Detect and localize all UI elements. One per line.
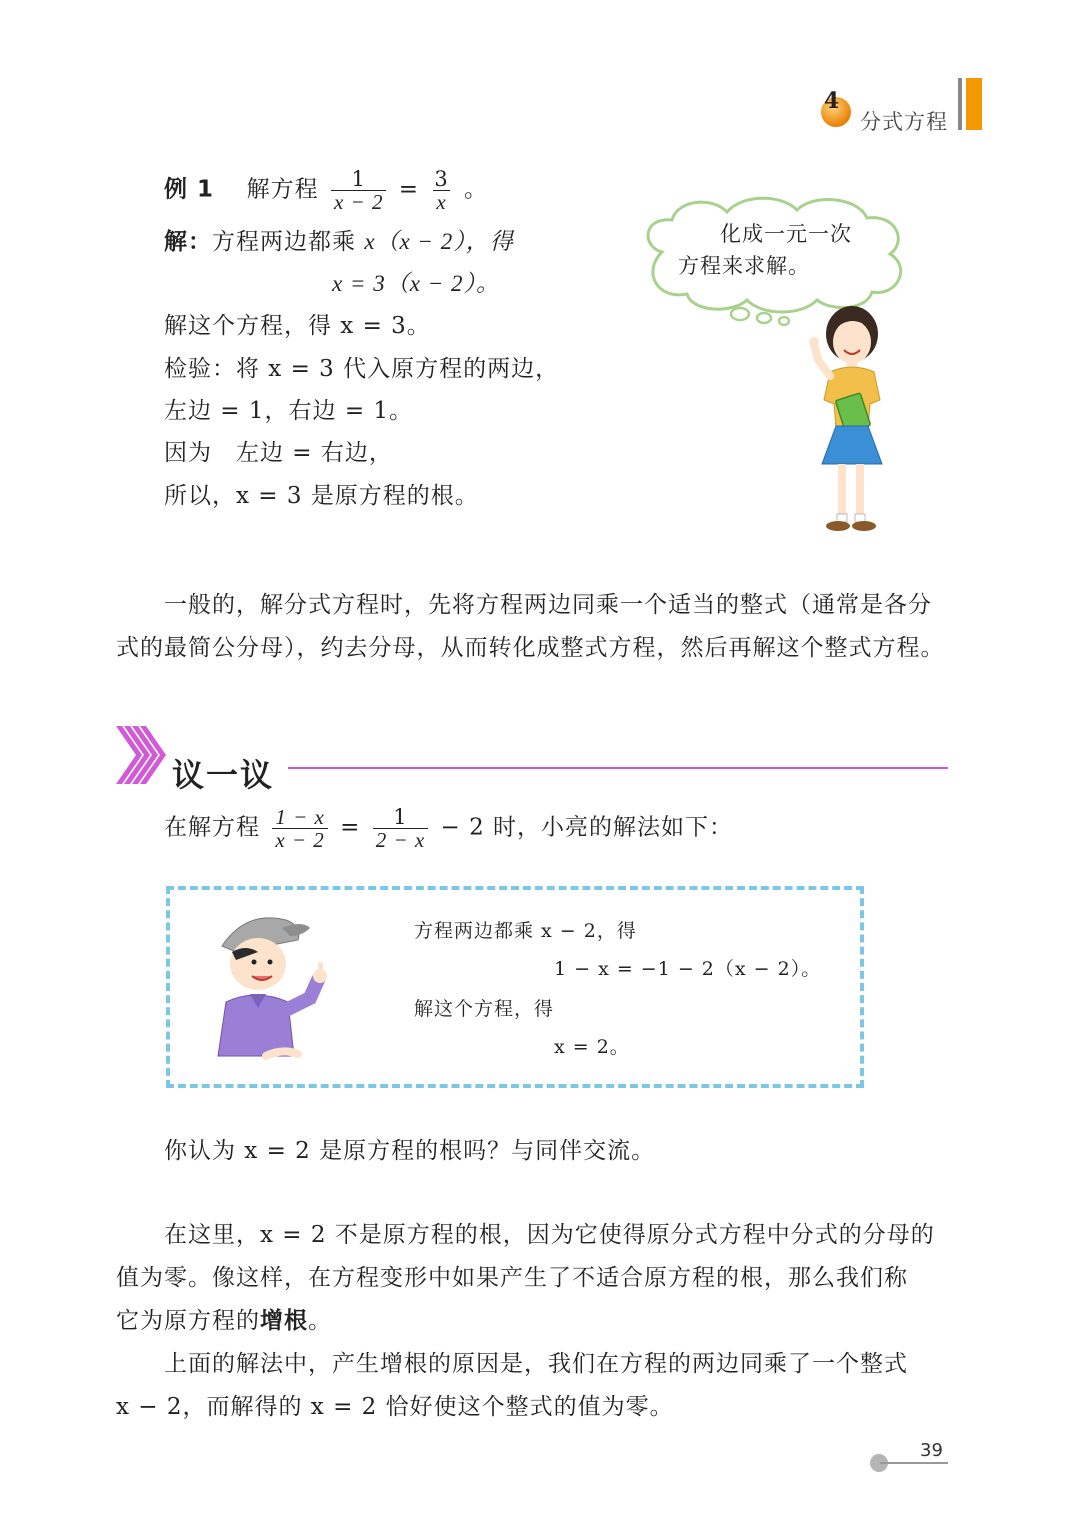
example-label: 例 1: [164, 176, 215, 203]
bubble-line2: 方程来求解。: [678, 254, 810, 278]
solution-step1: 解：方程两边都乘 x（x − 2），得: [164, 228, 514, 255]
chevron-stripes-icon: [116, 726, 166, 784]
bubble-line1: 化成一元一次: [720, 222, 852, 246]
girl-illustration: [800, 300, 900, 540]
page-number: 39: [920, 1440, 943, 1461]
chapter-number: 4: [824, 88, 840, 114]
header-bar-thin: [958, 78, 962, 130]
solution-label: 解：: [164, 228, 212, 255]
general-paragraph-line1: 一般的，解分式方程时，先将方程两边同乘一个适当的整式（通常是各分: [164, 592, 932, 618]
box-line1: 方程两边都乘 x − 2，得: [414, 920, 637, 942]
discuss-intro: 在解方程 $\frac{1 - x}{x - 2}$ = $\frac{1}{2 - x}$ − 2 时，小亮的解法如下：: [164, 805, 734, 853]
boy-figure-icon: [206, 906, 336, 1066]
box-line2: 1 − x = −1 − 2（x − 2）。: [554, 958, 822, 980]
header-bar-thick: [966, 78, 982, 130]
boy-illustration: [206, 906, 336, 1066]
solution-step3: 解这个方程，得 x = 3。: [164, 313, 431, 339]
chapter-title: 分式方程: [860, 110, 948, 134]
explanation-p1-line1: 在这里，x = 2 不是原方程的根，因为它使得原分式方程中分式的分母的: [164, 1222, 935, 1248]
explanation-p2-line2: x − 2，而解得的 x = 2 恰好使这个整式的值为零。: [116, 1394, 674, 1420]
solution-step5: 左边 = 1，右边 = 1。: [164, 398, 414, 424]
explanation-p1-line2: 值为零。像这样，在方程变形中如果产生了不适合原方程的根，那么我们称: [116, 1265, 908, 1291]
solution-step7: 所以，x = 3 是原方程的根。: [164, 483, 479, 509]
equation-lhs-fraction: $\frac{1}{x - 2}$: [331, 168, 387, 213]
discuss-heading: 议一议: [172, 756, 275, 794]
discuss-heading-rule: [288, 767, 948, 769]
example1-title: 例 1 解方程 $\frac{1}{x - 2}$ = $\frac{3}{x}$ 。: [164, 167, 489, 215]
discuss-fraction-1: $\frac{1 - x}{x - 2}$: [272, 806, 328, 851]
discuss-fraction-2: $\frac{1}{2 - x}$: [373, 806, 429, 851]
term-extraneous-root: 增根: [260, 1308, 308, 1334]
chapter-badge: [818, 88, 854, 128]
girl-figure-icon: [800, 300, 900, 540]
discuss-question: 你认为 x = 2 是原方程的根吗？与同伴交流。: [164, 1138, 656, 1164]
equation-rhs-fraction: $\frac{3}{x}$: [434, 167, 449, 215]
explanation-p2-line1: 上面的解法中，产生增根的原因是，我们在方程的两边同乘了一个整式: [164, 1351, 908, 1377]
box-line4: x = 2。: [554, 1036, 630, 1058]
solution-step6: 因为 左边 = 右边，: [164, 440, 393, 466]
solution-step4: 检验：将 x = 3 代入原方程的两边，: [164, 356, 560, 382]
discuss-heading-icon: [116, 726, 166, 784]
example-prompt: 解方程: [246, 176, 319, 203]
footer-rule: [880, 1462, 948, 1464]
box-line3: 解这个方程，得: [414, 998, 555, 1020]
explanation-p1-line3: 它为原方程的增根。: [116, 1308, 332, 1334]
solution-step2: x = 3（x − 2）。: [332, 271, 500, 296]
general-paragraph-line2: 式的最简公分母），约去分母，从而转化成整式方程，然后再解这个整式方程。: [116, 635, 945, 661]
